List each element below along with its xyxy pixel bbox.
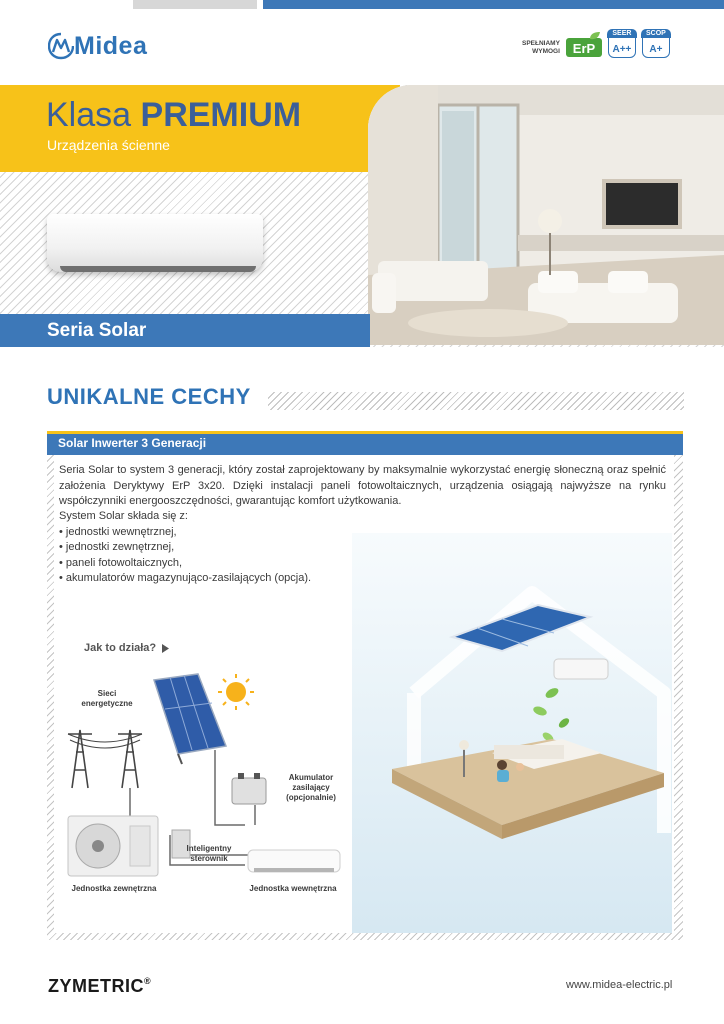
indoor-unit-airflow-slot bbox=[60, 266, 256, 272]
midea-logo bbox=[48, 28, 147, 64]
grid-label-line1: Sieci bbox=[97, 689, 117, 698]
hero-subtitle: Urządzenia ścienne bbox=[47, 137, 170, 153]
seer-caption: SEER bbox=[607, 29, 637, 38]
grid-label bbox=[74, 689, 140, 709]
components-list bbox=[59, 509, 311, 587]
controller-label bbox=[174, 844, 244, 864]
indoor-unit-label: Jednostka wewnętrzna bbox=[249, 884, 337, 893]
website-url[interactable]: www.midea-electric.pl bbox=[566, 979, 673, 991]
triangle-right-icon bbox=[162, 644, 169, 653]
features-heading: UNIKALNE CECHY bbox=[47, 384, 251, 409]
erp-caption bbox=[522, 40, 560, 56]
controller-label-line1: Inteligentny bbox=[186, 844, 232, 853]
list-item: • jednostki zewnętrznej, bbox=[59, 541, 175, 554]
zymetric-logo-text: ZYMETRIC bbox=[48, 976, 144, 996]
controller-label-line2: sterownik bbox=[190, 854, 228, 863]
seer-badge bbox=[608, 30, 636, 58]
indoor-unit-image bbox=[47, 214, 263, 272]
components-list-intro: System Solar składa się z: bbox=[59, 510, 188, 522]
zymetric-logo bbox=[48, 976, 151, 997]
erp-text: ErP bbox=[572, 41, 596, 56]
erp-caption-line1: SPEŁNIAMY bbox=[522, 40, 560, 47]
battery-label-line1: Akumulator bbox=[288, 773, 334, 782]
indoor-unit-icon bbox=[248, 850, 340, 872]
living-room-illustration bbox=[368, 85, 724, 345]
battery-label-line2: zasilający bbox=[292, 783, 330, 792]
features-paragraph: Seria Solar to system 3 generacji, który został zaprojektowany by maksymalnie wykorzystać energię słoneczną oraz spełnić założenia Deryktywy ErP 3x20. Dzięki instalacji paneli fotowoltaicznych, urządzenia osiągają najwyższe na rynku współczynniki energooszczędności, gwarantując komfort użytkowania. bbox=[59, 464, 666, 508]
list-item: • jednostki wewnętrznej, bbox=[59, 525, 177, 538]
scop-caption: SCOP bbox=[641, 29, 671, 38]
how-it-works-text: Jak to działa? bbox=[84, 642, 157, 654]
scop-badge bbox=[642, 30, 670, 58]
grid-connection-line bbox=[130, 788, 155, 820]
scop-value: A+ bbox=[649, 44, 663, 55]
grid-label-line2: energetyczne bbox=[81, 699, 133, 708]
erp-badge bbox=[566, 32, 602, 57]
list-item: • akumulatorów magazynująco-zasilających (opcja). bbox=[59, 572, 312, 585]
outdoor-unit-icon bbox=[68, 816, 158, 876]
list-item-text: jednostki wewnętrznej, bbox=[65, 525, 177, 538]
top-stripe-blue bbox=[263, 0, 724, 9]
list-item-text: jednostki zewnętrznej, bbox=[65, 541, 175, 554]
list-item-text: akumulatorów magazynująco-zasilających (opcja). bbox=[65, 572, 312, 585]
list-item-text: paneli fotowoltaicznych, bbox=[65, 556, 183, 569]
section-header-title: Solar Inwerter 3 Generacji bbox=[58, 436, 207, 450]
midea-logo-icon bbox=[48, 32, 74, 60]
top-stripe-gray bbox=[133, 0, 257, 9]
seer-value: A++ bbox=[612, 44, 632, 55]
how-it-works-label bbox=[84, 642, 169, 654]
house-illustration bbox=[352, 533, 672, 933]
battery-label bbox=[276, 773, 346, 803]
erp-leaf-icon bbox=[566, 32, 602, 57]
solar-house-graphic bbox=[352, 533, 672, 933]
midea-logo-text: Midea bbox=[74, 31, 148, 60]
erp-caption-line2: WYMOGI bbox=[532, 48, 560, 55]
list-item: • paneli fotowoltaicznych, bbox=[59, 556, 183, 569]
living-room-photo bbox=[368, 85, 724, 345]
series-title: Seria Solar bbox=[47, 320, 147, 341]
hero-title bbox=[46, 95, 301, 135]
battery-icon bbox=[232, 773, 266, 804]
registered-mark: ® bbox=[144, 976, 152, 986]
battery-label-line3: (opcjonalnie) bbox=[286, 793, 336, 802]
sun-icon bbox=[218, 674, 254, 710]
hero-title-light: Klasa bbox=[46, 96, 132, 134]
efficiency-badges bbox=[522, 30, 670, 58]
outdoor-unit-label: Jednostka zewnętrzna bbox=[71, 884, 157, 893]
features-heading-hatch bbox=[268, 392, 684, 410]
power-pylon-icon bbox=[68, 730, 142, 788]
hero-title-bold: PREMIUM bbox=[140, 96, 302, 134]
